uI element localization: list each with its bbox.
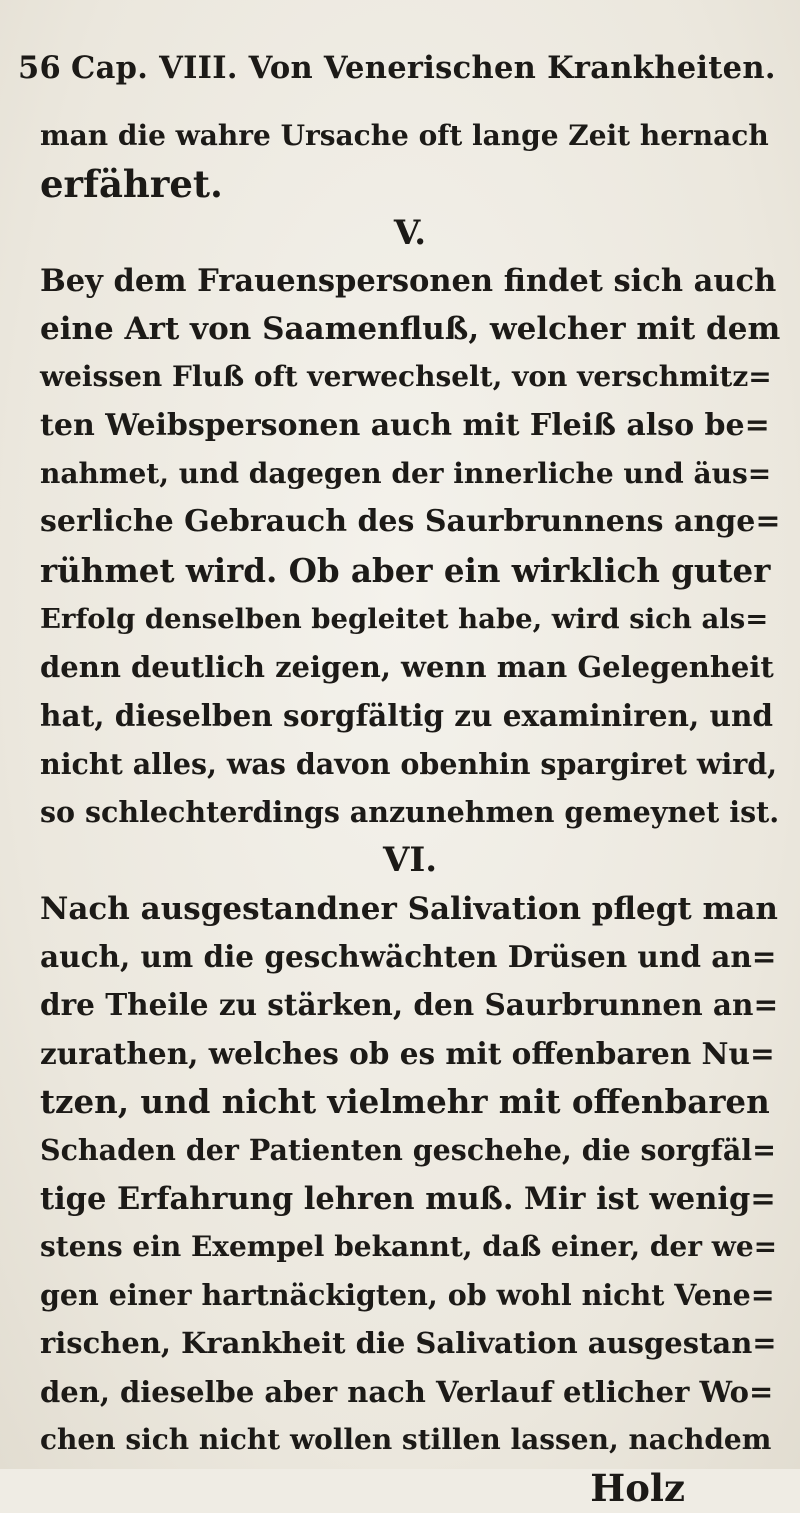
catchword: Holz <box>590 1466 685 1511</box>
text-line: eine Art von Saamenfluß, welcher mit dem <box>40 311 781 348</box>
text-line: auch, um die geschwächten Drüsen und an= <box>40 939 777 975</box>
running-header <box>18 50 778 86</box>
text-line: weissen Fluß oft verwechselt, von verschmitz= <box>40 360 772 394</box>
text-line: den, dieselbe aber nach Verlauf etlicher Wo= <box>40 1374 774 1409</box>
text-line: nahmet, und dagegen der innerliche und äus= <box>40 457 772 491</box>
text-line: zurathen, welches ob es mit offenbaren Nu= <box>40 1035 775 1071</box>
text-line: Erfolg denselben begleitet habe, wird sich als= <box>40 602 769 635</box>
text-line: Bey dem Frauenspersonen findet sich auch <box>40 262 777 299</box>
text-line: serliche Gebrauch des Saurbrunnens ange= <box>40 504 781 540</box>
text-line: ten Weibspersonen auch mit Fleiß also be= <box>40 407 770 443</box>
text-line: chen sich nicht wollen stillen lassen, nachdem <box>40 1423 772 1457</box>
text-line: tzen, und nicht vielmehr mit offenbaren <box>40 1081 770 1121</box>
text-line: denn deutlich zeigen, wenn man Gelegenheit <box>40 650 774 685</box>
text-line: erfähret. <box>40 162 223 207</box>
text-line: Schaden der Patienten geschehe, die sorgfäl= <box>40 1133 776 1168</box>
text-line: man die wahre Ursache oft lange Zeit hernach <box>40 119 769 152</box>
text-line: rühmet wird. Ob aber ein wirklich guter <box>40 550 771 590</box>
text-line: so schlechterdings anzunehmen gemeynet ist. <box>40 795 780 830</box>
page-number: 56 <box>18 50 62 86</box>
text-line: dre Theile zu stärken, den Saurbrunnen an= <box>40 987 779 1023</box>
section-number-vi: VI. <box>382 840 438 881</box>
body-text <box>40 112 780 1513</box>
running-title: Cap. VIII. Von Venerischen Krankheiten. <box>71 50 776 86</box>
text-line: hat, dieselben sorgfältig zu examiniren, und <box>40 697 774 733</box>
text-line: stens ein Exempel bekannt, daß einer, der we= <box>40 1229 778 1263</box>
text-line: tige Erfahrung lehren muß. Mir ist wenig= <box>40 1180 776 1217</box>
section-number-v: V. <box>393 212 427 253</box>
text-line: rischen, Krankheit die Salivation ausgestan= <box>40 1326 777 1361</box>
text-line: gen einer hartnäckigten, ob wohl nicht Vene= <box>40 1278 775 1313</box>
text-line: nicht alles, was davon obenhin spargiret wird, <box>40 746 778 781</box>
text-line: Nach ausgestandner Salivation pflegt man <box>40 890 778 927</box>
